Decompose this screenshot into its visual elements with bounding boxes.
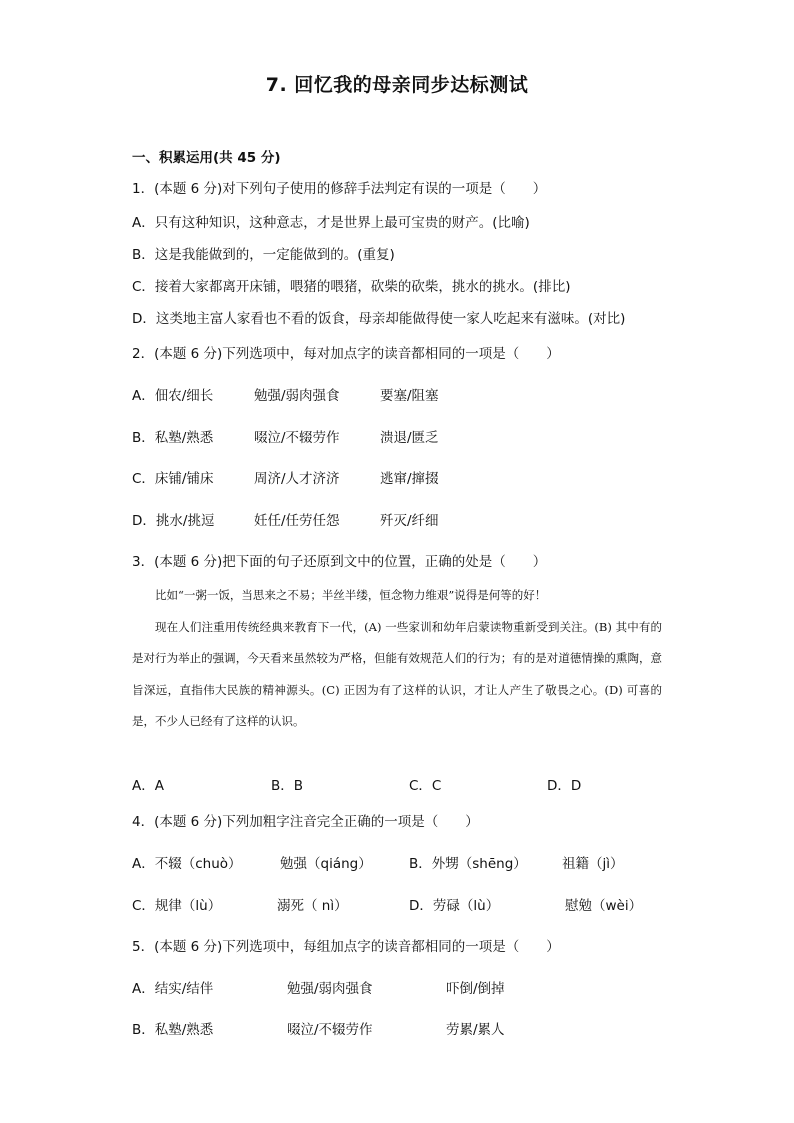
- section-heading: 一、积累运用(共 45 分): [132, 150, 281, 166]
- option-cell: 勉强/弱肉强食: [287, 981, 373, 997]
- question-1-option-a: A．只有这种知识，这种意志，才是世界上最可宝贵的财产。(比喻): [132, 215, 530, 231]
- question-1-option-c: C．接着大家都离开床铺，喂猪的喂猪，砍柴的砍柴，挑水的挑水。(排比): [132, 279, 571, 295]
- passage-text: 现在人们注重用传统经典来教育下一代，(A) 一些家训和幼年启蒙读物重新受到关注。(B) 其中有的是对行为举止的强调，今天看来虽然较为严格，但能有效规范人们的行为；有的是对道德情操的熏陶，意旨深远，直指伟大民族的精神源头。(C) 正因为有了这样的认识，才让人产生了敬畏之心。(D) 可喜的是，不少人已经有了这样的认识。: [132, 619, 662, 728]
- question-2-stem: 2．(本题 6 分)下列选项中，每对加点字的读音都相同的一项是（ ）: [132, 346, 560, 362]
- option-cell: B．私塾/熟悉: [132, 430, 214, 446]
- option-cell: B．私塾/熟悉: [132, 1022, 214, 1038]
- option-cell: 要塞/阻塞: [380, 388, 439, 404]
- option-cell: D．劳碌（lù）: [409, 898, 500, 914]
- option-cell: B．外甥（shēng）: [409, 856, 527, 872]
- question-1-option-d: D．这类地主富人家看也不看的饭食，母亲却能做得使一家人吃起来有滋味。(对比): [132, 311, 626, 327]
- option-cell: A．不辍（chuò）: [132, 856, 242, 872]
- option-cell: 周济/人才济济: [254, 471, 340, 487]
- question-5-stem: 5．(本题 6 分)下列选项中，每组加点字的读音都相同的一项是（ ）: [132, 939, 560, 955]
- option-cell: 祖籍（jì）: [562, 856, 624, 872]
- option-cell: 溃退/匮乏: [380, 430, 439, 446]
- question-1-stem: 1．(本题 6 分)对下列句子使用的修辞手法判定有误的一项是（ ）: [132, 181, 547, 197]
- question-3-stem: 3．(本题 6 分)把下面的句子还原到文中的位置，正确的处是（ ）: [132, 554, 547, 570]
- option-cell: 慰勉（wèi）: [565, 898, 643, 914]
- option-cell: D．挑水/挑逗: [132, 513, 215, 529]
- option-cell: 逃窜/撺掇: [380, 471, 439, 487]
- option-cell: 歼灭/纤细: [380, 513, 439, 529]
- question-4-stem: 4．(本题 6 分)下列加粗字注音完全正确的一项是（ ）: [132, 814, 479, 830]
- option-a: A．A: [132, 778, 164, 794]
- option-cell: 啜泣/不辍劳作: [254, 430, 340, 446]
- option-cell: 吓倒/倒掉: [446, 981, 505, 997]
- option-cell: 妊任/任劳任怨: [254, 513, 340, 529]
- option-d: D．D: [547, 778, 582, 794]
- option-cell: 勉强/弱肉强食: [254, 388, 340, 404]
- quoted-sentence: 比如“一粥一饭，当思来之不易；半丝半缕，恒念物力维艰”说得是何等的好！: [155, 588, 547, 602]
- question-1-option-b: B．这是我能做到的，一定能做到的。(重复): [132, 247, 395, 263]
- option-cell: 勉强（qiáng）: [280, 856, 372, 872]
- option-cell: C．床铺/铺床: [132, 471, 214, 487]
- question-3-passage: [132, 580, 662, 738]
- option-cell: A．结实/结伴: [132, 981, 214, 997]
- option-c: C．C: [409, 778, 442, 794]
- option-b: B．B: [271, 778, 304, 794]
- option-cell: 啜泣/不辍劳作: [287, 1022, 373, 1038]
- page-title: 7. 回忆我的母亲同步达标测试: [265, 74, 529, 96]
- option-cell: 劳累/累人: [446, 1022, 505, 1038]
- option-cell: A．佃农/细长: [132, 388, 214, 404]
- option-cell: 溺死（ nì）: [277, 898, 348, 914]
- option-cell: C．规律（lù）: [132, 898, 222, 914]
